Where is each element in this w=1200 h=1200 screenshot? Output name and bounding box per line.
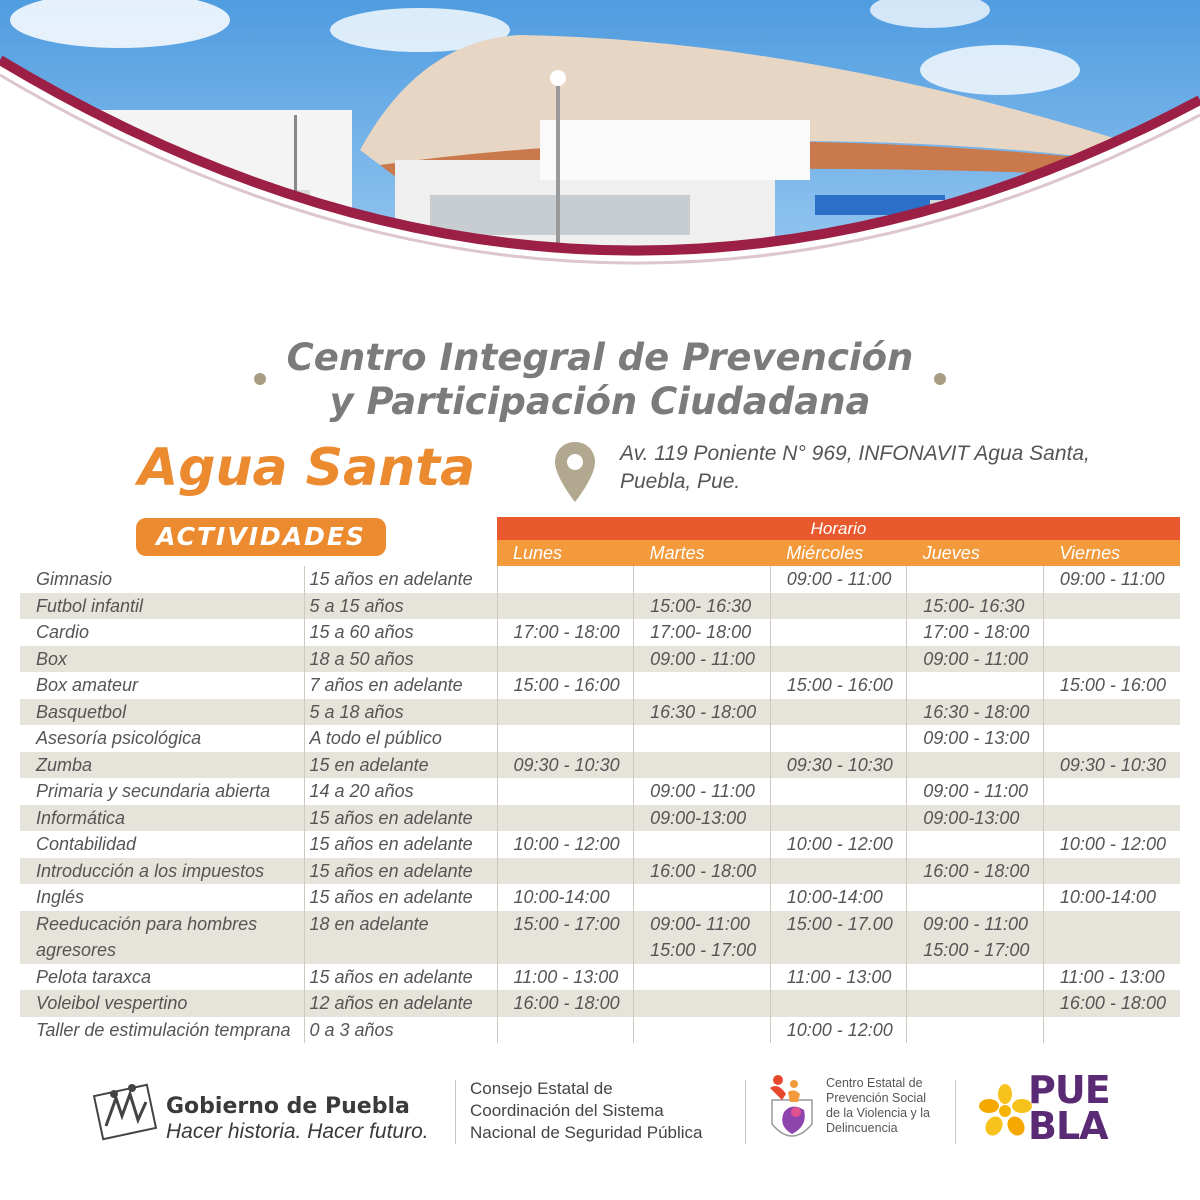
time-slot-cell: 16:00 - 18:00 bbox=[497, 990, 634, 1017]
time-slot-cell: 09:00-13:00 bbox=[907, 805, 1044, 832]
table-row bbox=[20, 752, 1180, 779]
time-slot-cell: 16:00 - 18:00 bbox=[1043, 990, 1180, 1017]
time-slot-cell bbox=[907, 566, 1044, 593]
ages-cell: 15 en adelante bbox=[304, 752, 497, 779]
footer-divider bbox=[955, 1080, 956, 1144]
activity-cell: Taller de estimulación temprana bbox=[20, 1017, 304, 1044]
table-row bbox=[20, 990, 1180, 1017]
time-slot-cell: 09:00-13:00 bbox=[634, 805, 771, 832]
time-slot-cell: 09:00 - 11:00 bbox=[907, 911, 1044, 938]
time-slot-cell: 10:00-14:00 bbox=[770, 884, 907, 911]
time-slot-cell bbox=[634, 725, 771, 752]
days-header bbox=[497, 540, 1180, 566]
time-slot-cell: 16:00 - 18:00 bbox=[907, 858, 1044, 885]
ages-cell bbox=[304, 937, 497, 964]
time-slot-cell bbox=[770, 619, 907, 646]
activity-cell: Reeducación para hombres bbox=[20, 911, 304, 938]
title-line-1: Centro Integral de Prevención bbox=[286, 336, 914, 379]
time-slot-cell: 16:00 - 18:00 bbox=[634, 858, 771, 885]
time-slot-cell: 15:00- 16:30 bbox=[634, 593, 771, 620]
time-slot-cell: 09:30 - 10:30 bbox=[770, 752, 907, 779]
time-slot-cell bbox=[497, 778, 634, 805]
time-slot-cell bbox=[770, 593, 907, 620]
time-slot-cell bbox=[1043, 646, 1180, 673]
time-slot-cell bbox=[1043, 1017, 1180, 1044]
ages-cell: 0 a 3 años bbox=[304, 1017, 497, 1044]
activity-cell: Zumba bbox=[20, 752, 304, 779]
time-slot-cell bbox=[1043, 619, 1180, 646]
time-slot-cell: 16:30 - 18:00 bbox=[907, 699, 1044, 726]
time-slot-cell bbox=[497, 593, 634, 620]
activity-cell: Gimnasio bbox=[20, 566, 304, 593]
activity-cell: Pelota taraxca bbox=[20, 964, 304, 991]
time-slot-cell bbox=[1043, 699, 1180, 726]
ages-cell: 7 años en adelante bbox=[304, 672, 497, 699]
hero-building-photo bbox=[0, 0, 1200, 330]
time-slot-cell bbox=[1043, 593, 1180, 620]
time-slot-cell bbox=[907, 884, 1044, 911]
time-slot-cell: 10:00 - 12:00 bbox=[770, 831, 907, 858]
time-slot-cell bbox=[497, 937, 634, 964]
day-friday: Viernes bbox=[1059, 543, 1121, 563]
table-row bbox=[20, 672, 1180, 699]
consejo-line-1: Consejo Estatal de bbox=[470, 1079, 613, 1098]
ages-cell: 15 a 60 años bbox=[304, 619, 497, 646]
table-row bbox=[20, 778, 1180, 805]
time-slot-cell: 15:00 - 17.00 bbox=[770, 911, 907, 938]
time-slot-cell bbox=[1043, 805, 1180, 832]
table-row bbox=[20, 646, 1180, 673]
table-row bbox=[20, 911, 1180, 938]
time-slot-cell bbox=[634, 752, 771, 779]
ages-cell: 15 años en adelante bbox=[304, 964, 497, 991]
activity-cell: Basquetbol bbox=[20, 699, 304, 726]
activity-cell: Box amateur bbox=[20, 672, 304, 699]
time-slot-cell bbox=[1043, 858, 1180, 885]
activities-badge: ACTIVIDADES bbox=[136, 518, 386, 556]
ages-cell: 15 años en adelante bbox=[304, 831, 497, 858]
activity-cell: Futbol infantil bbox=[20, 593, 304, 620]
table-row bbox=[20, 884, 1180, 911]
gobierno-title: Gobierno de Puebla bbox=[166, 1094, 410, 1119]
centro-estatal-logo bbox=[764, 1072, 820, 1150]
activity-cell: Contabilidad bbox=[20, 831, 304, 858]
time-slot-cell: 17:00- 18:00 bbox=[634, 619, 771, 646]
time-slot-cell bbox=[497, 805, 634, 832]
time-slot-cell: 10:00 - 12:00 bbox=[497, 831, 634, 858]
footer bbox=[0, 1070, 1200, 1150]
ages-cell: 15 años en adelante bbox=[304, 884, 497, 911]
place-name: Agua Santa bbox=[138, 438, 476, 498]
address-line-2: Puebla, Pue. bbox=[620, 470, 741, 493]
time-slot-cell: 09:00 - 11:00 bbox=[634, 646, 771, 673]
day-monday: Lunes bbox=[513, 543, 563, 563]
ages-cell: 5 a 18 años bbox=[304, 699, 497, 726]
time-slot-cell: 11:00 - 13:00 bbox=[497, 964, 634, 991]
time-slot-cell: 17:00 - 18:00 bbox=[497, 619, 634, 646]
time-slot-cell bbox=[907, 1017, 1044, 1044]
table-row bbox=[20, 831, 1180, 858]
day-thursday: Jueves bbox=[922, 543, 980, 563]
table-row bbox=[20, 937, 1180, 964]
time-slot-cell: 09:00 - 13:00 bbox=[907, 725, 1044, 752]
table-row bbox=[20, 566, 1180, 593]
time-slot-cell: 11:00 - 13:00 bbox=[1043, 964, 1180, 991]
ages-cell: 15 años en adelante bbox=[304, 566, 497, 593]
time-slot-cell: 09:00- 11:00 bbox=[634, 911, 771, 938]
time-slot-cell bbox=[1043, 911, 1180, 938]
activity-cell: Informática bbox=[20, 805, 304, 832]
time-slot-cell bbox=[770, 858, 907, 885]
day-wednesday: Miércoles bbox=[786, 543, 864, 563]
location-pin-icon bbox=[553, 440, 597, 504]
time-slot-cell bbox=[770, 725, 907, 752]
time-slot-cell: 11:00 - 13:00 bbox=[770, 964, 907, 991]
time-slot-cell: 09:00 - 11:00 bbox=[634, 778, 771, 805]
time-slot-cell bbox=[770, 937, 907, 964]
puebla-wordmark bbox=[1028, 1068, 1110, 1148]
schedule-table bbox=[20, 566, 1180, 1043]
page-title bbox=[0, 336, 1200, 424]
ages-cell: 18 en adelante bbox=[304, 911, 497, 938]
table-row bbox=[20, 725, 1180, 752]
footer-divider bbox=[455, 1080, 456, 1144]
consejo-line-2: Coordinación del Sistema bbox=[470, 1101, 664, 1120]
footer-divider bbox=[745, 1080, 746, 1144]
address-line-1: Av. 119 Poniente N° 969, INFONAVIT Agua Santa, bbox=[620, 442, 1090, 465]
ages-cell: 5 a 15 años bbox=[304, 593, 497, 620]
time-slot-cell: 15:00 - 16:00 bbox=[497, 672, 634, 699]
table-row bbox=[20, 593, 1180, 620]
time-slot-cell: 09:30 - 10:30 bbox=[1043, 752, 1180, 779]
table-row bbox=[20, 964, 1180, 991]
time-slot-cell: 15:00 - 16:00 bbox=[1043, 672, 1180, 699]
horario-header: Horario bbox=[497, 517, 1180, 540]
gobierno-puebla-logo bbox=[92, 1076, 162, 1144]
time-slot-cell bbox=[907, 831, 1044, 858]
time-slot-cell bbox=[497, 566, 634, 593]
time-slot-cell bbox=[770, 990, 907, 1017]
time-slot-cell bbox=[497, 858, 634, 885]
schedule-body bbox=[20, 566, 1180, 1043]
time-slot-cell bbox=[770, 805, 907, 832]
time-slot-cell: 15:00 - 17:00 bbox=[907, 937, 1044, 964]
time-slot-cell bbox=[1043, 778, 1180, 805]
table-row bbox=[20, 805, 1180, 832]
time-slot-cell bbox=[634, 566, 771, 593]
puebla-wordmark-line-1: PUE bbox=[1028, 1068, 1110, 1112]
table-row bbox=[20, 699, 1180, 726]
time-slot-cell: 10:00 - 12:00 bbox=[1043, 831, 1180, 858]
time-slot-cell bbox=[497, 1017, 634, 1044]
table-row bbox=[20, 858, 1180, 885]
time-slot-cell: 15:00 - 17:00 bbox=[497, 911, 634, 938]
time-slot-cell: 15:00 - 17:00 bbox=[634, 937, 771, 964]
activity-cell: Introducción a los impuestos bbox=[20, 858, 304, 885]
activity-cell: Primaria y secundaria abierta bbox=[20, 778, 304, 805]
activity-cell: agresores bbox=[20, 937, 304, 964]
activity-cell: Asesoría psicológica bbox=[20, 725, 304, 752]
puebla-flower-icon bbox=[978, 1084, 1032, 1138]
activity-cell: Cardio bbox=[20, 619, 304, 646]
table-row bbox=[20, 1017, 1180, 1044]
time-slot-cell bbox=[907, 752, 1044, 779]
ages-cell: A todo el público bbox=[304, 725, 497, 752]
consejo-text bbox=[470, 1078, 703, 1144]
gobierno-slogan: Hacer historia. Hacer futuro. bbox=[166, 1120, 429, 1143]
time-slot-cell bbox=[907, 990, 1044, 1017]
centro-line-2: Prevención Social bbox=[826, 1091, 927, 1105]
time-slot-cell bbox=[634, 990, 771, 1017]
ages-cell: 12 años en adelante bbox=[304, 990, 497, 1017]
time-slot-cell bbox=[497, 725, 634, 752]
ages-cell: 15 años en adelante bbox=[304, 805, 497, 832]
time-slot-cell: 09:30 - 10:30 bbox=[497, 752, 634, 779]
centro-line-3: de la Violencia y la bbox=[826, 1106, 931, 1120]
activity-cell: Voleibol vespertino bbox=[20, 990, 304, 1017]
time-slot-cell bbox=[770, 778, 907, 805]
time-slot-cell bbox=[907, 964, 1044, 991]
time-slot-cell bbox=[634, 964, 771, 991]
time-slot-cell bbox=[497, 699, 634, 726]
time-slot-cell: 09:00 - 11:00 bbox=[1043, 566, 1180, 593]
consejo-line-3: Nacional de Seguridad Pública bbox=[470, 1123, 703, 1142]
time-slot-cell: 10:00 - 12:00 bbox=[770, 1017, 907, 1044]
ages-cell: 15 años en adelante bbox=[304, 858, 497, 885]
time-slot-cell bbox=[770, 699, 907, 726]
time-slot-cell: 17:00 - 18:00 bbox=[907, 619, 1044, 646]
time-slot-cell bbox=[634, 831, 771, 858]
title-line-2: y Participación Ciudadana bbox=[329, 380, 871, 423]
ages-cell: 14 a 20 años bbox=[304, 778, 497, 805]
table-row bbox=[20, 619, 1180, 646]
time-slot-cell bbox=[634, 672, 771, 699]
puebla-wordmark-line-2: BLA bbox=[1028, 1104, 1108, 1148]
centro-line-1: Centro Estatal de bbox=[826, 1076, 923, 1090]
time-slot-cell: 10:00-14:00 bbox=[1043, 884, 1180, 911]
time-slot-cell: 15:00 - 16:00 bbox=[770, 672, 907, 699]
day-tuesday: Martes bbox=[649, 543, 705, 563]
time-slot-cell bbox=[1043, 937, 1180, 964]
time-slot-cell: 10:00-14:00 bbox=[497, 884, 634, 911]
time-slot-cell bbox=[1043, 725, 1180, 752]
centro-text bbox=[826, 1076, 930, 1136]
address bbox=[620, 440, 1090, 496]
time-slot-cell bbox=[634, 1017, 771, 1044]
time-slot-cell: 09:00 - 11:00 bbox=[907, 646, 1044, 673]
time-slot-cell bbox=[634, 884, 771, 911]
time-slot-cell: 16:30 - 18:00 bbox=[634, 699, 771, 726]
time-slot-cell: 15:00- 16:30 bbox=[907, 593, 1044, 620]
centro-line-4: Delincuencia bbox=[826, 1121, 898, 1135]
time-slot-cell: 09:00 - 11:00 bbox=[907, 778, 1044, 805]
activity-cell: Inglés bbox=[20, 884, 304, 911]
time-slot-cell bbox=[497, 646, 634, 673]
time-slot-cell bbox=[770, 646, 907, 673]
time-slot-cell bbox=[907, 672, 1044, 699]
time-slot-cell: 09:00 - 11:00 bbox=[770, 566, 907, 593]
ages-cell: 18 a 50 años bbox=[304, 646, 497, 673]
activity-cell: Box bbox=[20, 646, 304, 673]
